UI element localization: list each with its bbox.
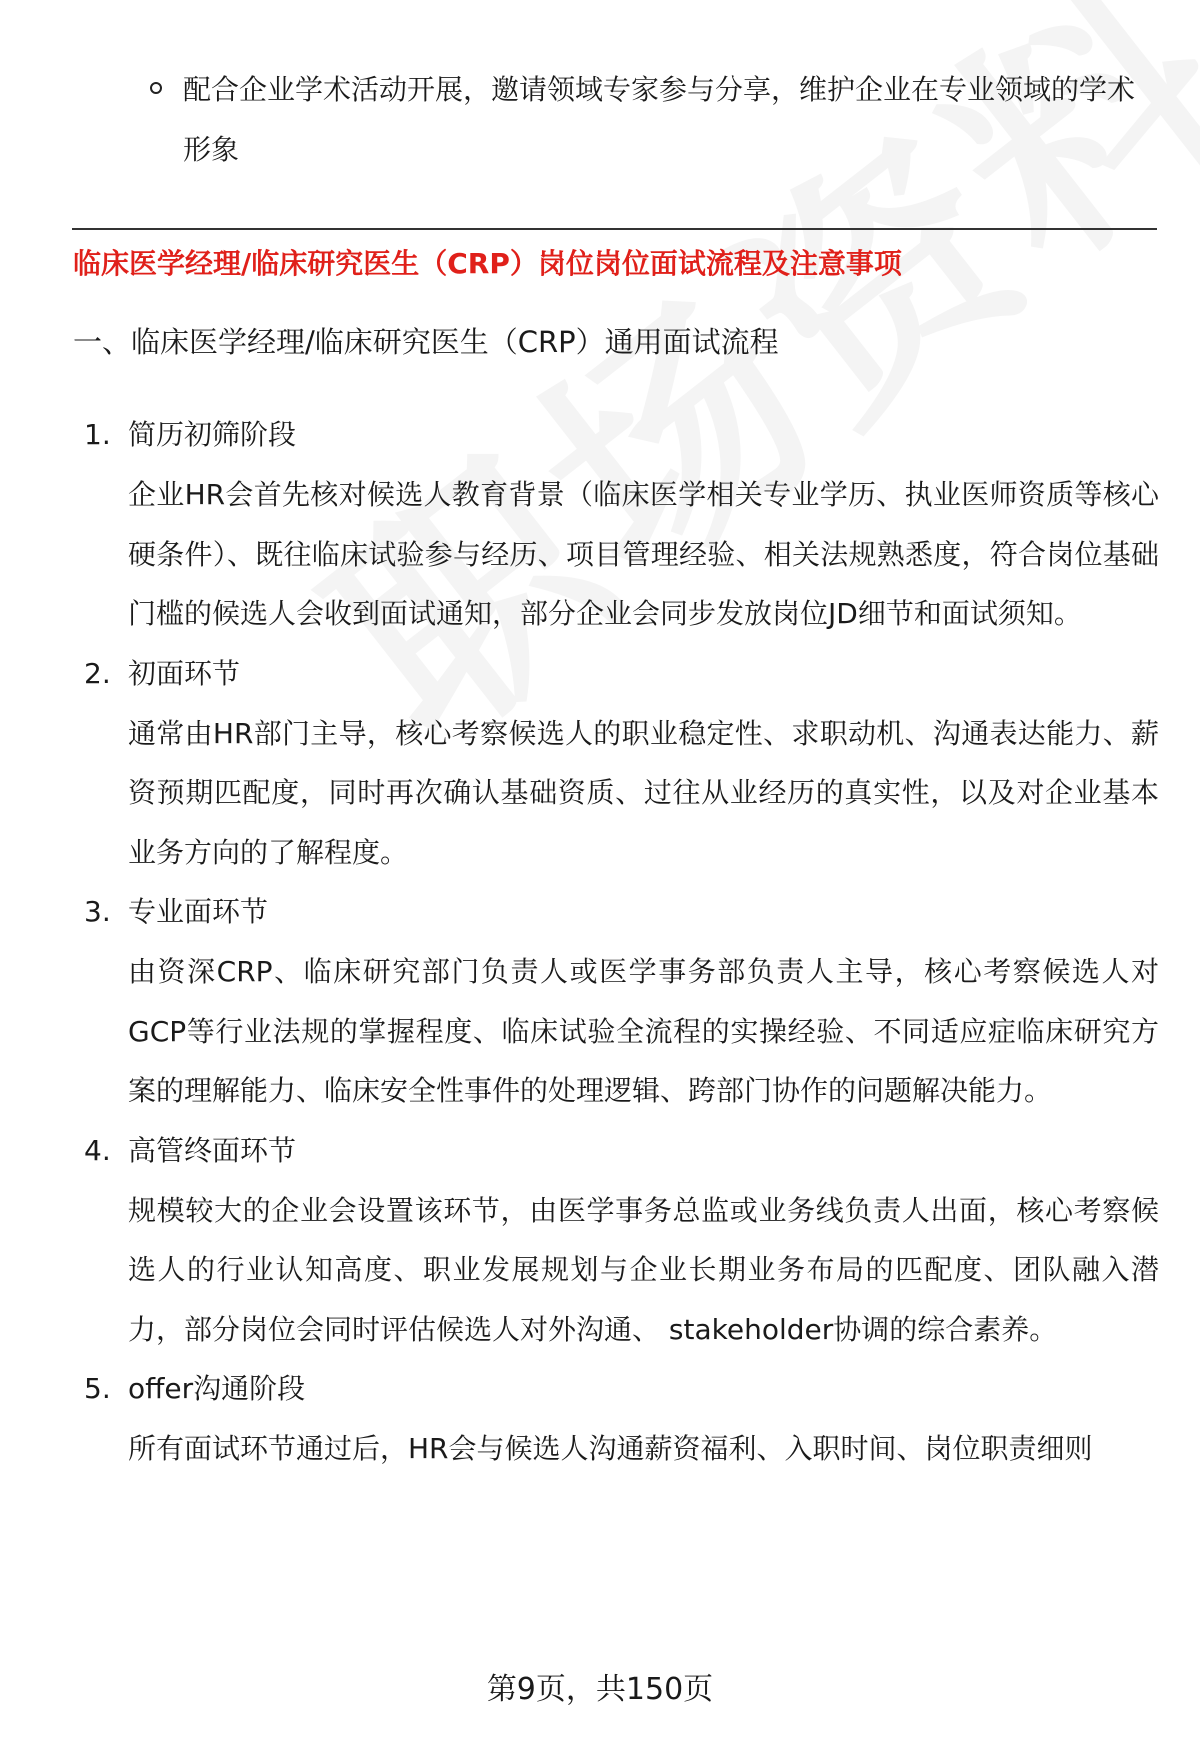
step-item [84, 1359, 1159, 1479]
step-title: 初面环节 [128, 656, 241, 690]
hollow-circle-bullet-icon [150, 82, 162, 94]
step-title: 高管终面环节 [128, 1133, 297, 1167]
process-steps-list [84, 405, 1159, 1479]
step-title: 专业面环节 [128, 895, 269, 928]
bullet-item [150, 60, 1140, 180]
step-title-row [84, 1121, 1159, 1181]
step-number: 2. [84, 656, 111, 690]
step-description: 所有面试环节通过后，HR会与候选人沟通薪资福利、入职时间、岗位职责细则 [128, 1432, 1093, 1465]
step-number: 3. [84, 895, 111, 928]
step-item [84, 405, 1159, 644]
red-section-title: 临床医学经理/临床研究医生（CRP）岗位岗位面试流程及注意事项 [73, 247, 902, 280]
step-title: 简历初筛阶段 [128, 418, 297, 451]
step-number: 1. [84, 418, 111, 451]
step-item [84, 1121, 1159, 1360]
step-title-row [84, 882, 1159, 942]
horizontal-divider [72, 228, 1157, 230]
step-description: 企业HR会首先核对候选人教育背景（临床医学相关专业学历、执业医师资质等核心硬条件）、既往临床试验参与经历、项目管理经验、相关法规熟悉度，符合岗位基础门槛的候选人会收到面试通知，部分企业会同步发放岗位JD细节和面试须知。 [128, 478, 1159, 630]
step-title: offer沟通阶段 [128, 1372, 306, 1405]
step-item [84, 644, 1159, 883]
step-description: 通常由HR部门主导，核心考察候选人的职业稳定性、求职动机、沟通表达能力、薪资预期匹配度，同时再次确认基础资质、过往从业经历的真实性，以及对企业基本业务方向的了解程度。 [128, 716, 1159, 869]
step-number: 4. [84, 1133, 111, 1167]
step-title-row [84, 644, 1159, 704]
step-item [84, 882, 1159, 1121]
section-heading: 一、临床医学经理/临床研究医生（CRP）通用面试流程 [73, 325, 779, 359]
step-title-row [84, 1359, 1159, 1419]
step-description: 规模较大的企业会设置该环节，由医学事务总监或业务线负责人出面，核心考察候选人的行业认知高度、职业发展规划与企业长期业务布局的匹配度、团队融入潜力，部分岗位会同时评估候选人对外沟通、 stakeholder协调的综合素养。 [128, 1193, 1159, 1346]
bullet-text: 配合企业学术活动开展，邀请领域专家参与分享，维护企业在专业领域的学术形象 [183, 73, 1136, 166]
page-number-footer: 第9页，共150页 [486, 1672, 714, 1707]
step-number: 5. [84, 1372, 111, 1405]
step-title-row [84, 405, 1159, 465]
step-description: 由资深CRP、临床研究部门负责人或医学事务部负责人主导，核心考察候选人对GCP等行业法规的掌握程度、临床试验全流程的实操经验、不同适应症临床研究方案的理解能力、临床安全性事件的处理逻辑、跨部门协作的问题解决能力。 [128, 955, 1159, 1107]
